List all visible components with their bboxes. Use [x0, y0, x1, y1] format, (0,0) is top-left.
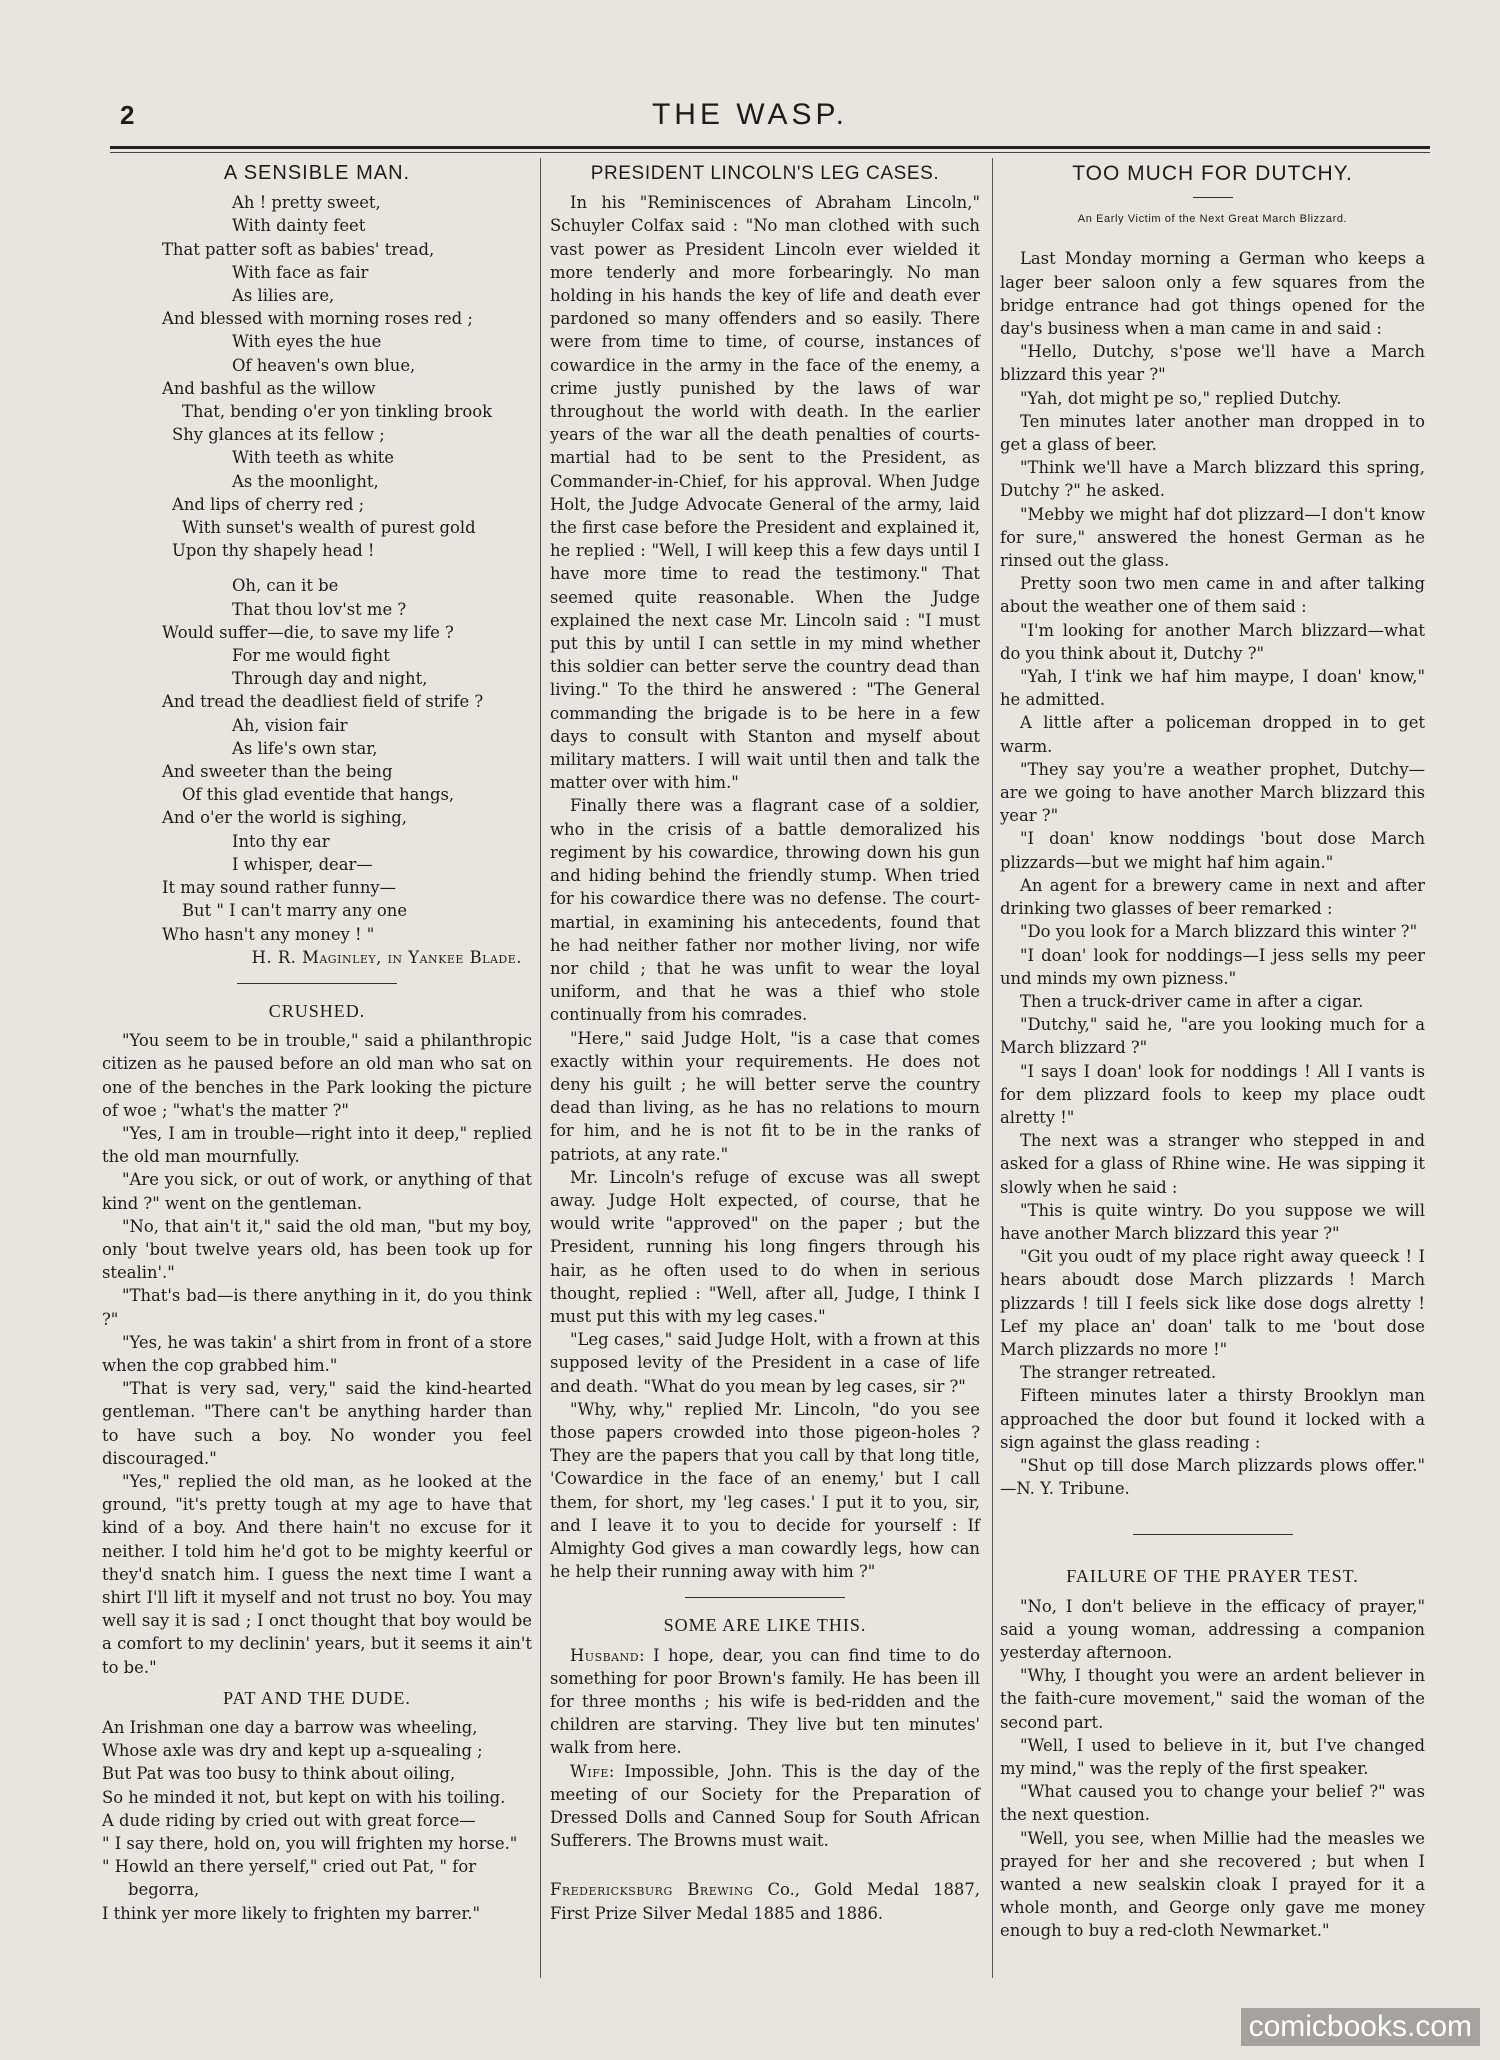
wife-label: Wife — [570, 1761, 609, 1781]
paragraph: "Are you sick, or out of work, or anything of that kind ?" went on the gentleman. — [102, 1170, 532, 1213]
poem-line: Ah ! pretty sweet, — [232, 193, 381, 213]
paragraph: Last Monday morning a German who keeps a lager beer saloon only a few squares from the bridge entrance had got things opened for the day's business when a man came in and said : — [1000, 249, 1425, 339]
dutchy-subtitle: An Early Victim of the Next Great March Blizzard. — [1077, 213, 1348, 226]
dutchy-title: TOO MUCH FOR DUTCHY. — [1072, 162, 1353, 185]
poem-line: Into thy ear — [232, 831, 330, 851]
poem-line: That, bending o'er yon tinkling brook — [182, 402, 493, 422]
prayer-title: FAILURE OF THE PRAYER TEST. — [1066, 1566, 1359, 1587]
poem-line: Oh, can it be — [232, 576, 339, 596]
column-1 — [102, 160, 532, 1925]
prayer-article — [1000, 1595, 1425, 1943]
paragraph: "Why, why," replied Mr. Lincoln, "do you see those papers crowded into those pigeon-holes ? They are the papers that you call by that long title, 'Cowardice in the face of an enemy,' but I call them, for short, my 'leg cases.' I put it to you, sir, and I leave it to you to decide for yourself : If Almighty God gives a man cowardly legs, how can he help their running away with him ?" — [550, 1399, 980, 1582]
poem-line: As lilies are, — [232, 286, 335, 306]
paragraph: Mr. Lincoln's refuge of excuse was all swept away. Judge Holt expected, of course, that he would write "approved" on the paper ; but the President, running his long fingers through his hair, as he often used to do when in serious thought, replied : "Well, after all, Judge, I think I must put this with my leg cases." — [550, 1167, 980, 1326]
lincoln-article — [550, 191, 980, 1583]
crushed-article — [102, 1029, 532, 1679]
paragraph: "Git you oudt of my place right away queeck ! I hears aboudt dose March plizzards ! March plizzards ! till I feels sick like dose dogs alretty ! Lef my place an' doan' talk to me 'bout dose March plizzards no more !" — [1000, 1247, 1425, 1359]
paragraph: "Yah, dot might pe so," replied Dutchy. — [1020, 388, 1342, 408]
poem-line: And tread the deadliest field of strife ? — [162, 692, 484, 712]
column-divider — [540, 158, 541, 1978]
brewing-ad: Fredericksburg Brewing Co., Gold Medal 1887, First Prize Silver Medal 1885 and 1886. — [550, 1880, 980, 1923]
paragraph: "Leg cases," said Judge Holt, with a frown at this supposed levity of the President in a case of life and death. "What do you mean by leg cases, sir ?" — [550, 1330, 980, 1396]
poem-line: Upon thy shapely head ! — [172, 541, 375, 561]
poem-line: I think yer more likely to frighten my barrer." — [102, 1903, 481, 1923]
paragraph: Ten minutes later another man dropped in to get a glass of beer. — [1000, 411, 1425, 455]
paragraph: "No, that ain't it," said the old man, "but my boy, only 'bout twelve years old, has been took up for stealin'." — [102, 1216, 532, 1283]
husband-label: Husband — [570, 1645, 640, 1665]
paragraph: A little after a policeman dropped in to get warm. — [1000, 713, 1425, 756]
paragraph: "Yes, I am in trouble—right into it deep," replied the old man mournfully. — [102, 1123, 532, 1167]
paragraph: "You seem to be in trouble," said a philanthropic citizen as he paused before an old man who sat on one of the benches in the Park looking the picture of woe ; "what's the matter ?" — [102, 1031, 532, 1120]
poem-line: Of heaven's own blue, — [232, 355, 416, 375]
paragraph: "This is quite wintry. Do you suppose we will have another March blizzard this year ?" — [1000, 1200, 1425, 1243]
poem-line: Ah, vision fair — [232, 715, 348, 735]
watermark: comicbooks.com — [1241, 2008, 1480, 2046]
page-number: 2 — [120, 100, 135, 130]
poem-line: As the moonlight, — [232, 471, 379, 491]
poem-line: It may sound rather funny— — [162, 878, 397, 898]
pat-title: PAT AND THE DUDE. — [223, 1687, 411, 1708]
paragraph: The stranger retreated. — [1020, 1363, 1217, 1383]
paragraph: "They say you're a weather prophet, Dutchy—are we going to have another March blizzard this year ?" — [1000, 759, 1425, 826]
paragraph: Then a truck-driver came in after a cigar. — [1020, 991, 1364, 1011]
paragraph: The next was a stranger who stepped in and asked for a glass of Rhine wine. He was sipping it slowly when he said : — [1000, 1131, 1425, 1197]
poem-stanza-1 — [102, 191, 532, 562]
poem-line: Shy glances at its fellow ; — [172, 425, 385, 445]
column-2 — [550, 160, 980, 1925]
poem-title: A SENSIBLE MAN. — [223, 162, 411, 184]
poem-line: And sweeter than the being — [162, 762, 393, 782]
poem-line: Through day and night, — [232, 669, 428, 689]
poem-line: And blessed with morning roses red ; — [162, 309, 473, 329]
poem-line: With face as fair — [232, 262, 369, 282]
paragraph: "That is very sad, very," said the kind-hearted gentleman. "There can't be anything harder than to have such a boy. No wonder you feel discouraged." — [102, 1379, 532, 1468]
dutchy-article — [1000, 247, 1425, 1500]
poem-line: Would suffer—die, to save my life ? — [162, 622, 454, 642]
paragraph: "I says I doan' look for noddings ! All I vants is for dem plizzard fools to keep my place oudt alretty !" — [1000, 1061, 1425, 1127]
paragraph: An agent for a brewery came in next and after drinking two glasses of beer remarked : — [1000, 875, 1425, 919]
lincoln-title: PRESIDENT LINCOLN'S LEG CASES. — [590, 163, 940, 184]
paragraph: Finally there was a flagrant case of a soldier, who in the crisis of a battle demoralized his regiment by his cowardice, throwing down his gun and hiding behind the friendly stump. When tried for his cowardice there was no defense. The court-martial, in examining his antecedents, found that he had neither father nor mother living, nor wife nor child ; that he was unfit to wear the loyal uniform, and that he was a thief who stole continually from his comrades. — [550, 796, 980, 1025]
masthead-rule — [110, 146, 1430, 149]
poem-line: " Howld an there yerself," cried out Pat, " for — [102, 1857, 477, 1877]
paragraph: "I'm looking for another March blizzard—what do you think about it, Dutchy ?" — [1000, 620, 1425, 663]
paragraph: "Yes, he was takin' a shirt from in front of a store when the cop grabbed him." — [102, 1332, 532, 1375]
poem-line: With sunset's wealth of purest gold — [182, 518, 476, 538]
paragraph: "I doan' look for noddings—I jess sells my peer und minds my own pizness." — [1000, 945, 1425, 988]
paragraph: "I doan' know noddings 'bout dose March plizzards—but we might haf him again." — [1000, 829, 1425, 872]
poem-line: With eyes the hue — [232, 332, 382, 352]
paragraph: "Why, I thought you were an ardent believer in the faith-cure movement," said the woman of the second part. — [1000, 1666, 1425, 1732]
paragraph: "What caused you to change your belief ?" was the next question. — [1000, 1782, 1425, 1825]
poem-line: And lips of cherry red ; — [172, 494, 365, 514]
poem-line: That thou lov'st me ? — [232, 599, 407, 619]
crushed-title: CRUSHED. — [268, 1000, 366, 1021]
poem-stanza-2 — [102, 574, 532, 945]
paragraph: "Mebby we might haf dot plizzard—I don't know for sure," answered the honest German as he rinsed out the glass. — [1000, 504, 1425, 571]
separator — [237, 983, 397, 984]
poem-line: That patter soft as babies' tread, — [162, 239, 435, 259]
poem-line: For me would fight — [232, 646, 390, 666]
paragraph: Pretty soon two men came in and after talking about the weather one of them said : — [1000, 574, 1425, 617]
paragraph: Fifteen minutes later a thirsty Brooklyn man approached the door but found it locked with a sign against the glass reading : — [1000, 1386, 1425, 1452]
paragraph: "Well, you see, when Millie had the measles we prayed for her and she recovered ; but when I wanted a new sealskin cloak I prayed for it a whole month, and George only gave me money enough to buy a red-cloth Newmarket." — [1000, 1828, 1425, 1941]
paragraph: "Yah, I t'ink we haf him maype, I doan' know," he admitted. — [1000, 667, 1425, 710]
paragraph: "Do you look for a March blizzard this winter ?" — [1020, 922, 1418, 942]
masthead-title: THE WASP. — [651, 98, 849, 131]
masthead-rule-thin — [110, 152, 1430, 153]
poem-line: Who hasn't any money ! " — [162, 924, 375, 944]
poem-line: I whisper, dear— — [232, 854, 373, 874]
poem-line: So he minded it not, but kept on with his toiling. — [102, 1787, 506, 1807]
paragraph: "Well, I used to believe in it, but I've changed my mind," was the reply of the first speaker. — [1000, 1735, 1425, 1778]
paragraph: "That's bad—is there anything in it, do you think ?" — [102, 1286, 532, 1329]
husband-para: Husband: I hope, dear, you can find time to do something for poor Brown's family. He has been ill for three months ; his wife is bed-ridden and the children are starving. They live but ten minutes' walk from here. — [550, 1645, 980, 1758]
poem-line: " I say there, hold on, you will frighten my horse." — [102, 1834, 518, 1854]
paragraph: "No, I don't believe in the efficacy of prayer," said a young woman, addressing a companion yesterday afternoon. — [1000, 1596, 1425, 1662]
some-title: SOME ARE LIKE THIS. — [663, 1615, 867, 1636]
paragraph: In his "Reminiscences of Abraham Lincoln," Schuyler Colfax said : "No man clothed with such vast power as President Lincoln ever wielded it more tenderly and more forbearingly. No man holding in his hands the key of life and death ever pardoned so many offenders and so easily. There were from time to time, of course, instances of cowardice in the army in the face of the enemy, a crime justly punished by the laws of war throughout the world with death. In the earlier years of the war all the death penalties of courts-martial had to be sent to the President, as Commander-in-Chief, for his approval. When Judge Holt, the Judge Advocate General of the army, laid the first case before the President and explained it, he replied : "Well, I will keep this a few days until I have more time to read the testimony." That seemed quite reasonable. When the Judge explained the next case Mr. Lincoln said : "I must put this by until I can settle in my mind whether this soldier can better serve the country dead than living." To the third he answered : "The General commanding the brigade is to be here in a few days to consult with Stanton and myself about military matters. I will wait until then and talk the matter over with him." — [550, 193, 980, 793]
paragraph: "Yes," replied the old man, as he looked at the ground, "it's pretty tough at my age to have that kind of a boy. And there hain't no excuse for it neither. I told him he'd got to be mighty keerful or they'd snatch him. I guess the next time I want a shirt I'll lift it myself and not trust no boy. You may well say it is sad ; I onct thought that boy would be a comfort to my declinin' years, but it seems it ain't to be." — [102, 1471, 532, 1677]
poem-line: And o'er the world is sighing, — [162, 808, 408, 828]
paragraph: "Think we'll have a March blizzard this spring, Dutchy ?" he asked. — [1000, 458, 1425, 501]
poem-line: begorra, — [128, 1880, 200, 1900]
paragraph: "Dutchy," said he, "are you looking much for a March blizzard ?" — [1000, 1015, 1425, 1058]
poem-line: But Pat was too busy to think about oiling, — [102, 1764, 456, 1784]
poem-line: Whose axle was dry and kept up a-squealing ; — [102, 1741, 483, 1761]
poem-line: But " I can't marry any one — [182, 901, 408, 921]
title-rule — [1193, 197, 1233, 198]
separator — [1133, 1534, 1293, 1535]
pat-poem — [102, 1716, 532, 1925]
poem-line: Of this glad eventide that hangs, — [182, 785, 455, 805]
wife-para: Wife: Impossible, John. This is the day of the meeting of our Society for the Preparation of Dressed Dolls and Canned Soup for South African Sufferers. The Browns must wait. — [550, 1761, 980, 1851]
poem-line: And bashful as the willow — [162, 378, 376, 398]
poem-line: As life's own star, — [232, 738, 378, 758]
poem-line: With dainty feet — [232, 216, 366, 236]
paragraph: "Hello, Dutchy, s'pose we'll have a March blizzard this year ?" — [1000, 342, 1425, 385]
poem-line: An Irishman one day a barrow was wheeling, — [102, 1718, 478, 1737]
paragraph: "Here," said Judge Holt, "is a case that comes exactly within your requirements. He does not deny his guilt ; he will better serve the country dead than living, as he has no relations to mourn for him, and he is not fit to be in the ranks of patriots, at any rate." — [550, 1028, 980, 1164]
column-divider — [992, 158, 993, 1978]
poem-line: With teeth as white — [232, 448, 395, 468]
paragraph: "Shut op till dose March plizzards plows offer." —N. Y. Tribune. — [1000, 1455, 1425, 1499]
poem-line: A dude riding by cried out with great force— — [102, 1810, 476, 1830]
poem-credit: H. R. Maginley, in Yankee Blade. — [251, 947, 522, 967]
separator — [685, 1597, 845, 1598]
column-3 — [1000, 160, 1425, 1943]
